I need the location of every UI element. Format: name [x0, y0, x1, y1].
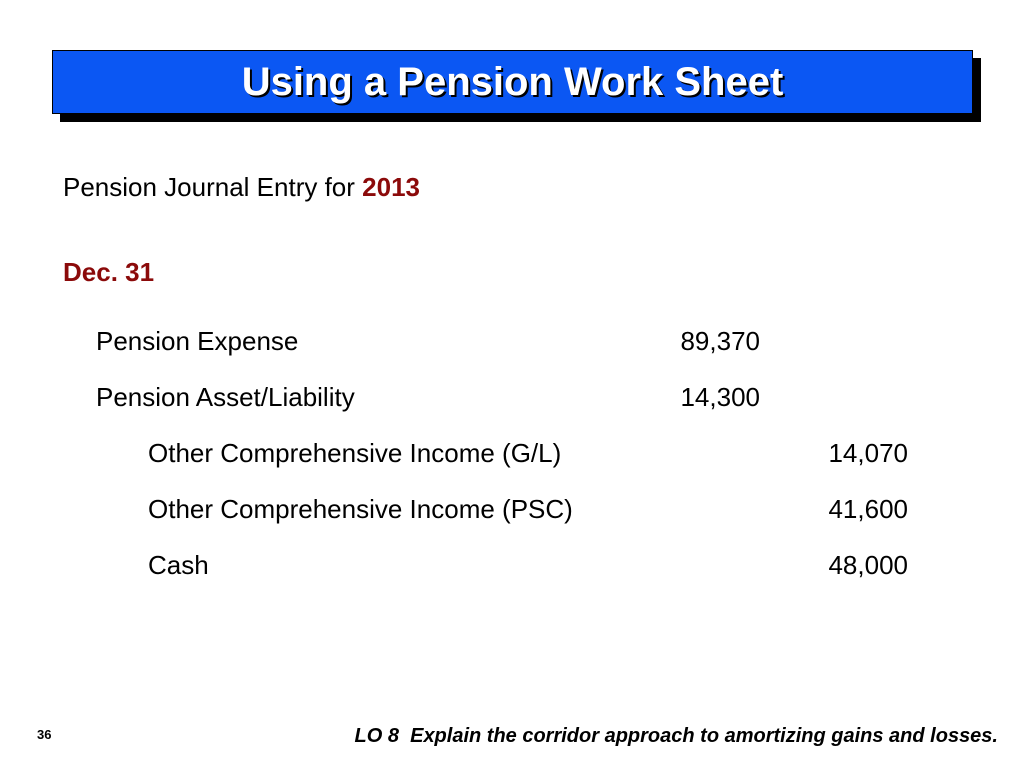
entry-account: Other Comprehensive Income (G/L): [148, 438, 562, 468]
entry-credit-amount: 41,600: [828, 494, 908, 524]
journal-entry-row: [0, 382, 1024, 414]
journal-entry-heading: [63, 172, 420, 203]
slide-title: Using a Pension Work Sheet: [241, 59, 784, 104]
page-number: 36: [37, 727, 52, 742]
title-banner: [52, 50, 973, 114]
entry-account: Cash: [148, 550, 209, 580]
journal-entry-heading-label: Pension Journal Entry for: [63, 172, 363, 202]
entry-debit-amount: 89,370: [680, 326, 760, 356]
entry-credit-amount: 14,070: [828, 438, 908, 468]
journal-entry-row: [0, 494, 1024, 526]
entry-debit-amount: 14,300: [680, 382, 760, 412]
learning-objective-footer: LO 8 Explain the corridor approach to amortizing gains and losses.: [354, 725, 998, 747]
journal-entry-row: [0, 326, 1024, 358]
journal-entry-year: 2013: [362, 172, 420, 202]
entry-account: Pension Expense: [96, 326, 299, 356]
journal-entry-row: [0, 550, 1024, 582]
entry-credit-amount: 48,000: [828, 550, 908, 580]
entry-account: Other Comprehensive Income (PSC): [148, 494, 573, 524]
entry-date: Dec. 31: [63, 257, 155, 287]
entry-account: Pension Asset/Liability: [96, 382, 355, 412]
journal-entry-row: [0, 438, 1024, 470]
